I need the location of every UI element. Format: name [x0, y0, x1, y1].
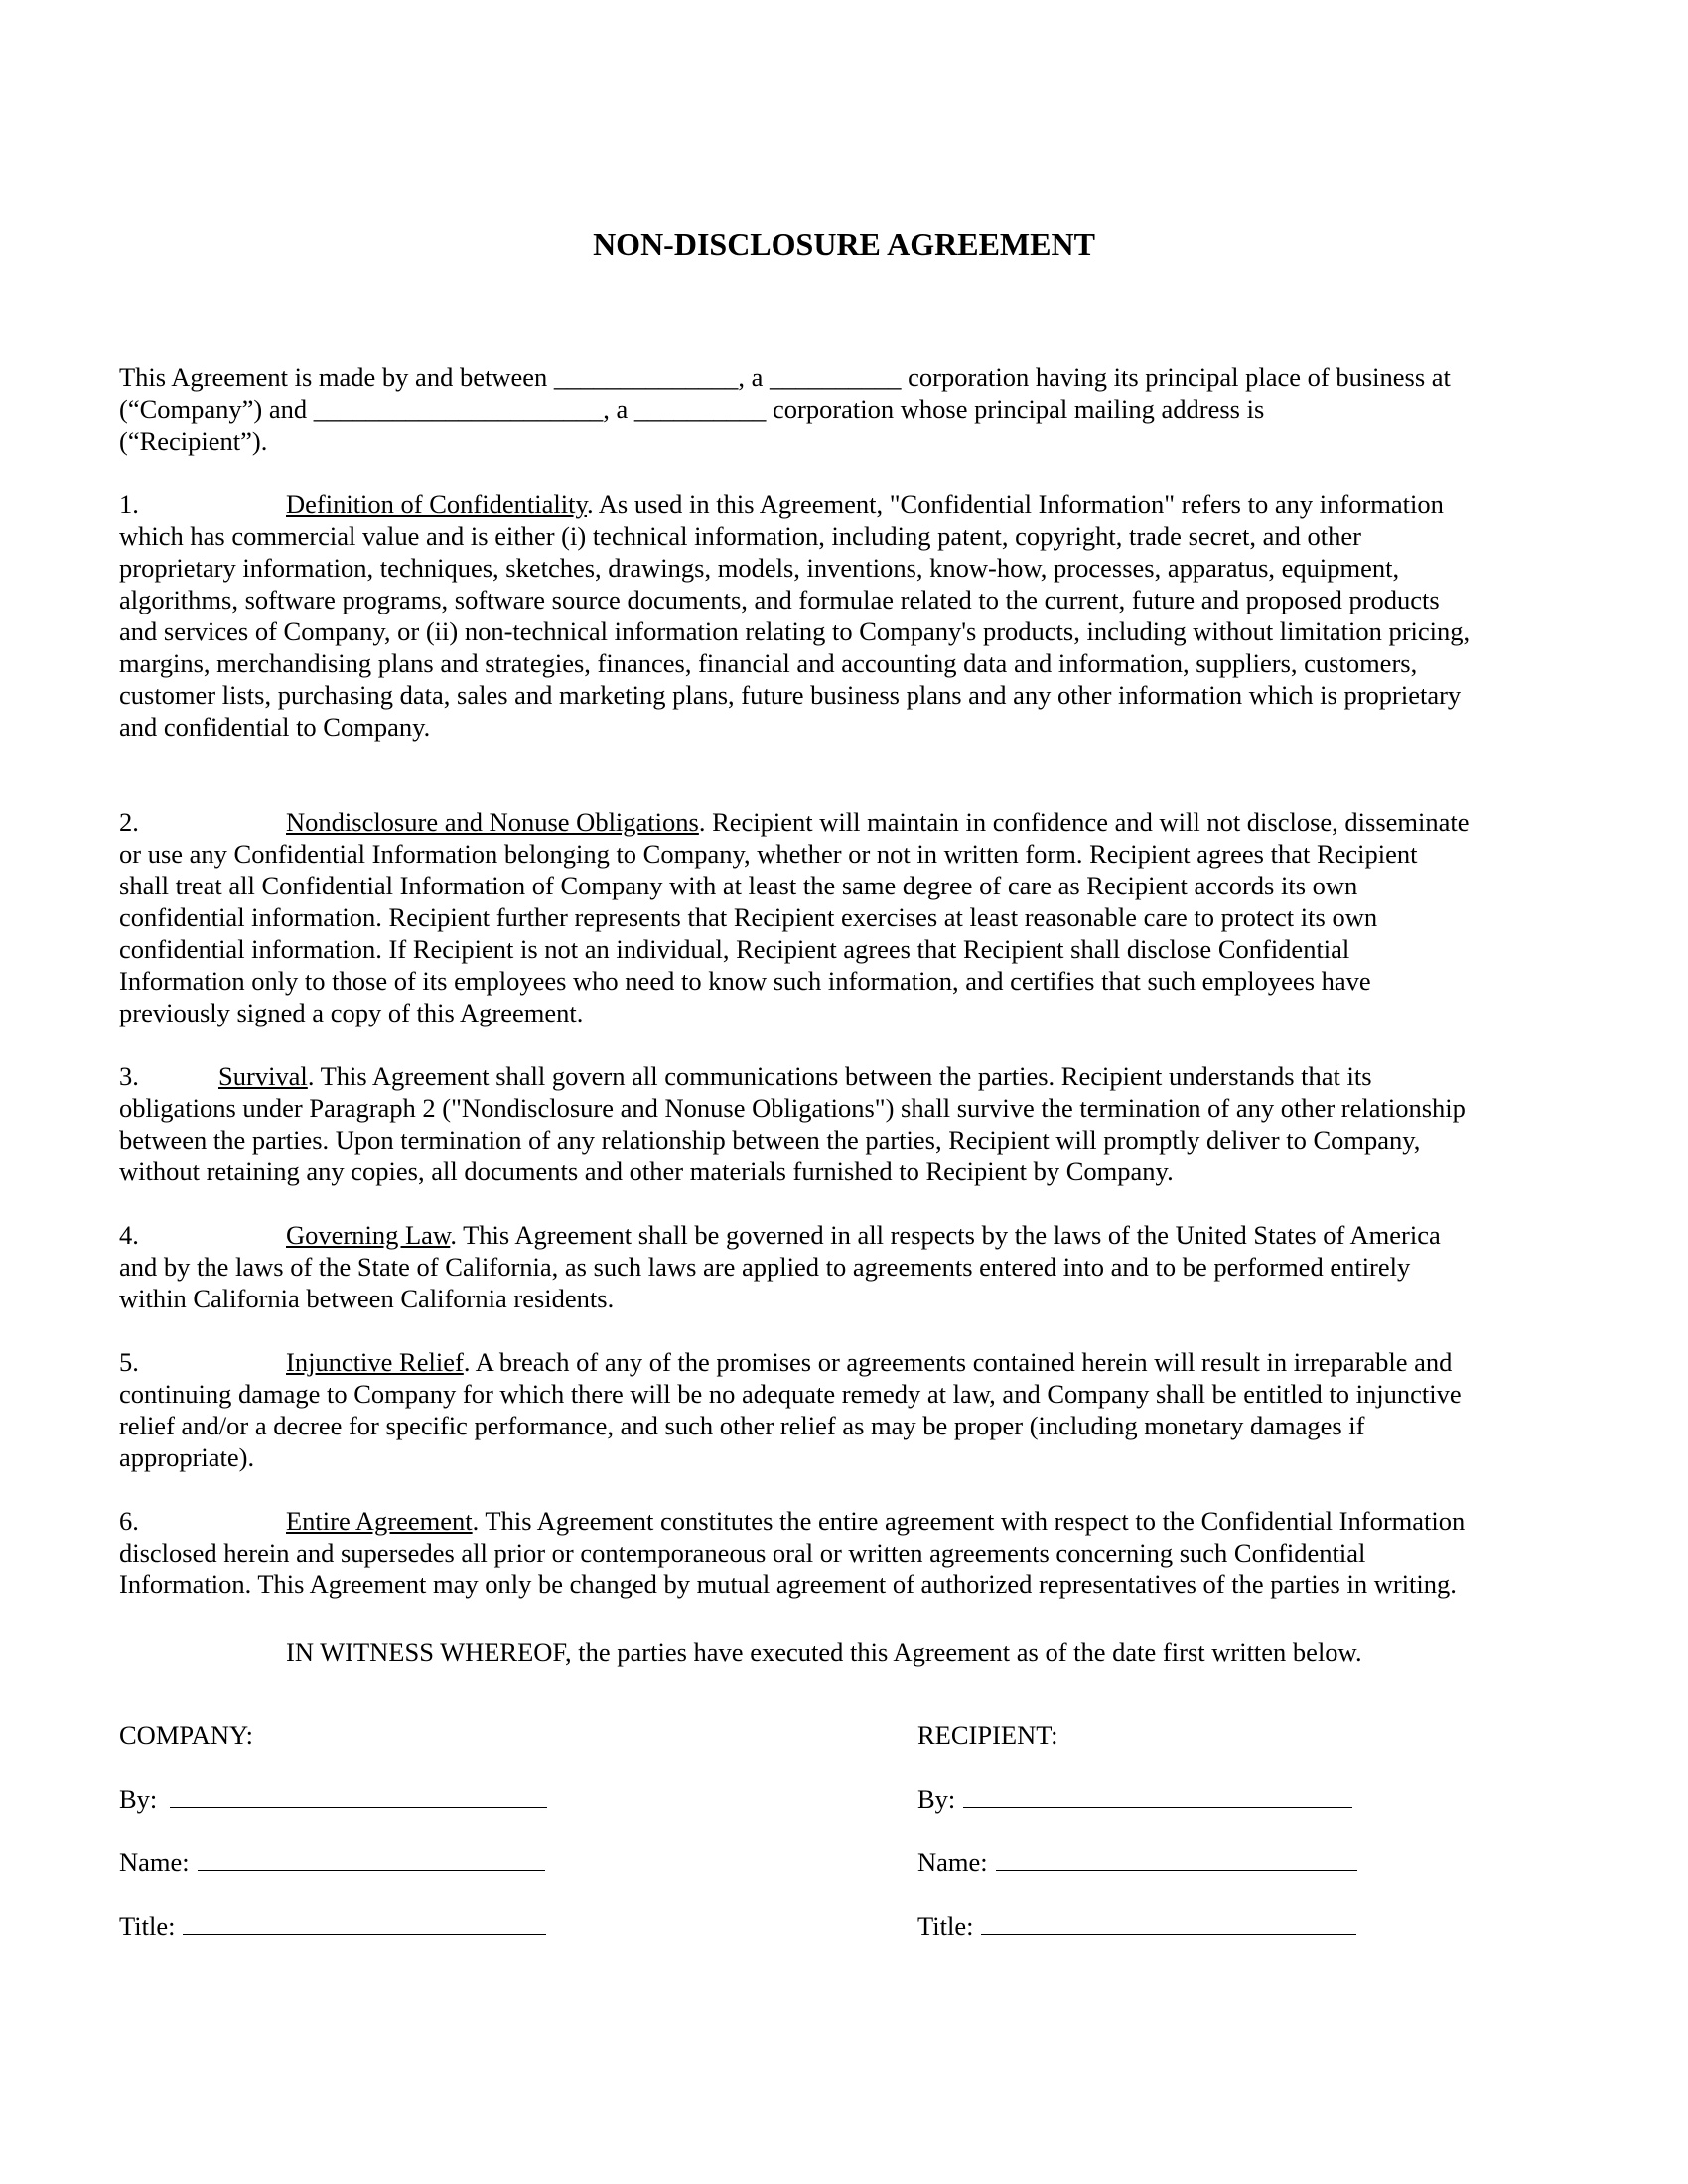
section-first-line [119, 488, 1559, 520]
section-line: disclosed herein and supersedes all prior or contemporaneous oral or written agreements concerning such Confidential [119, 1538, 1366, 1568]
company-heading: COMPANY: [119, 1720, 254, 1750]
company-title-line[interactable] [183, 1910, 546, 1935]
section-first-line [119, 1219, 1559, 1251]
section-line: or use any Confidential Information belonging to Company, whether or not in written form. Recipient agrees that Recipient [119, 839, 1418, 869]
witness-clause: IN WITNESS WHEREOF, the parties have executed this Agreement as of the date first written below. [286, 1637, 1362, 1667]
company-name-label: Name: [119, 1847, 190, 1877]
company-by-signature-line[interactable] [170, 1783, 547, 1808]
section-text: . This Agreement shall be governed in all respects by the laws of the United States of America [450, 1220, 1441, 1250]
section-line: appropriate). [119, 1442, 255, 1472]
recipient-name-line[interactable] [996, 1846, 1357, 1871]
section-line: margins, merchandising plans and strategies, finances, financial and accounting data and information, suppliers, customers, [119, 648, 1418, 678]
recipient-by-row [917, 1783, 1352, 1815]
section-line: previously signed a copy of this Agreement. [119, 998, 584, 1027]
intro-line: This Agreement is made by and between ______________, a __________ corporation having its principal place of business at [119, 362, 1451, 392]
section-line: Information. This Agreement may only be changed by mutual agreement of authorized representatives of the parties in writing. [119, 1570, 1457, 1599]
section-heading: Injunctive Relief [286, 1347, 464, 1377]
section-line: algorithms, software programs, software source documents, and formulae related to the current, future and proposed products [119, 585, 1440, 614]
section-line: and by the laws of the State of California, as such laws are applied to agreements entered into and to be performed entirely [119, 1252, 1411, 1282]
section-6 [119, 1505, 1559, 1600]
company-name-row [119, 1846, 545, 1878]
section-line: and confidential to Company. [119, 712, 431, 742]
section-3 [119, 1060, 1559, 1187]
recipient-by-label: By: [917, 1784, 956, 1814]
company-title-label: Title: [119, 1911, 176, 1941]
section-text: . This Agreement constitutes the entire agreement with respect to the Confidential Information [472, 1506, 1466, 1536]
company-name-line[interactable] [198, 1846, 545, 1871]
section-text: . Recipient will maintain in confidence and will not disclose, disseminate [698, 807, 1470, 837]
section-line: shall treat all Confidential Information of Company with at least the same degree of care as Recipient accords its own [119, 871, 1358, 900]
section-line: which has commercial value and is either (i) technical information, including patent, copyright, trade secret, and other [119, 521, 1361, 551]
section-line: between the parties. Upon termination of any relationship between the parties, Recipient will promptly deliver to Company, [119, 1125, 1421, 1155]
section-number: 4. [119, 1220, 139, 1250]
section-heading: Governing Law [286, 1220, 451, 1250]
section-text: . As used in this Agreement, "Confidential Information" refers to any information [586, 489, 1444, 519]
company-by-row [119, 1783, 547, 1815]
recipient-name-row [917, 1846, 1357, 1878]
section-line: obligations under Paragraph 2 ("Nondisclosure and Nonuse Obligations") shall survive the termination of any other relationship [119, 1093, 1466, 1123]
section-line: Information only to those of its employees who need to know such information, and certifies that such employees have [119, 966, 1371, 996]
section-line: confidential information. If Recipient is not an individual, Recipient agrees that Recipient shall disclose Confidential [119, 934, 1350, 964]
recipient-title-label: Title: [917, 1911, 974, 1941]
section-line: proprietary information, techniques, sketches, drawings, models, inventions, know-how, processes, apparatus, equipment, [119, 553, 1400, 583]
section-heading: Nondisclosure and Nonuse Obligations [286, 807, 699, 837]
section-4 [119, 1219, 1559, 1314]
section-heading: Definition of Confidentiality [286, 489, 587, 519]
intro-line: (“Recipient”). [119, 426, 268, 456]
section-first-line [119, 1346, 1559, 1378]
intro-paragraph [119, 361, 1559, 457]
section-line: continuing damage to Company for which there will be no adequate remedy at law, and Company shall be entitled to injunctive [119, 1379, 1462, 1409]
section-number: 3. [119, 1061, 139, 1091]
section-5 [119, 1346, 1559, 1473]
recipient-signature-block [917, 1719, 1414, 1958]
section-line: within California between California residents. [119, 1284, 615, 1313]
section-2 [119, 806, 1559, 1028]
section-heading: Entire Agreement [286, 1506, 473, 1536]
section-text: . A breach of any of the promises or agreements contained herein will result in irreparable and [463, 1347, 1453, 1377]
company-signature-block [119, 1719, 715, 1958]
company-by-label: By: [119, 1784, 158, 1814]
section-line: confidential information. Recipient further represents that Recipient exercises at least reasonable care to protect its own [119, 902, 1378, 932]
section-number: 5. [119, 1347, 139, 1377]
recipient-title-line[interactable] [981, 1910, 1356, 1935]
section-number: 1. [119, 489, 139, 519]
section-1 [119, 488, 1559, 743]
section-line: customer lists, purchasing data, sales and marketing plans, future business plans and any other information which is proprietary [119, 680, 1462, 710]
section-number: 2. [119, 807, 139, 837]
section-first-line [119, 806, 1559, 838]
recipient-title-row [917, 1910, 1356, 1942]
recipient-name-label: Name: [917, 1847, 988, 1877]
recipient-heading: RECIPIENT: [917, 1720, 1058, 1750]
section-first-line [119, 1505, 1559, 1537]
section-heading: Survival [218, 1061, 308, 1091]
document-title: NON-DISCLOSURE AGREEMENT [593, 226, 1095, 262]
section-first-line [119, 1060, 1559, 1092]
recipient-by-signature-line[interactable] [963, 1783, 1352, 1808]
intro-line: (“Company”) and ______________________, a __________ corporation whose principal mailing address is [119, 394, 1265, 424]
section-number: 6. [119, 1506, 139, 1536]
section-text: . This Agreement shall govern all communications between the parties. Recipient understands that its [307, 1061, 1372, 1091]
section-line: without retaining any copies, all documents and other materials furnished to Recipient by Company. [119, 1157, 1174, 1186]
section-line: and services of Company, or (ii) non-technical information relating to Company's products, including without limitation pricing, [119, 616, 1471, 646]
section-line: relief and/or a decree for specific performance, and such other relief as may be proper (including monetary damages if [119, 1411, 1365, 1440]
company-title-row [119, 1910, 546, 1942]
